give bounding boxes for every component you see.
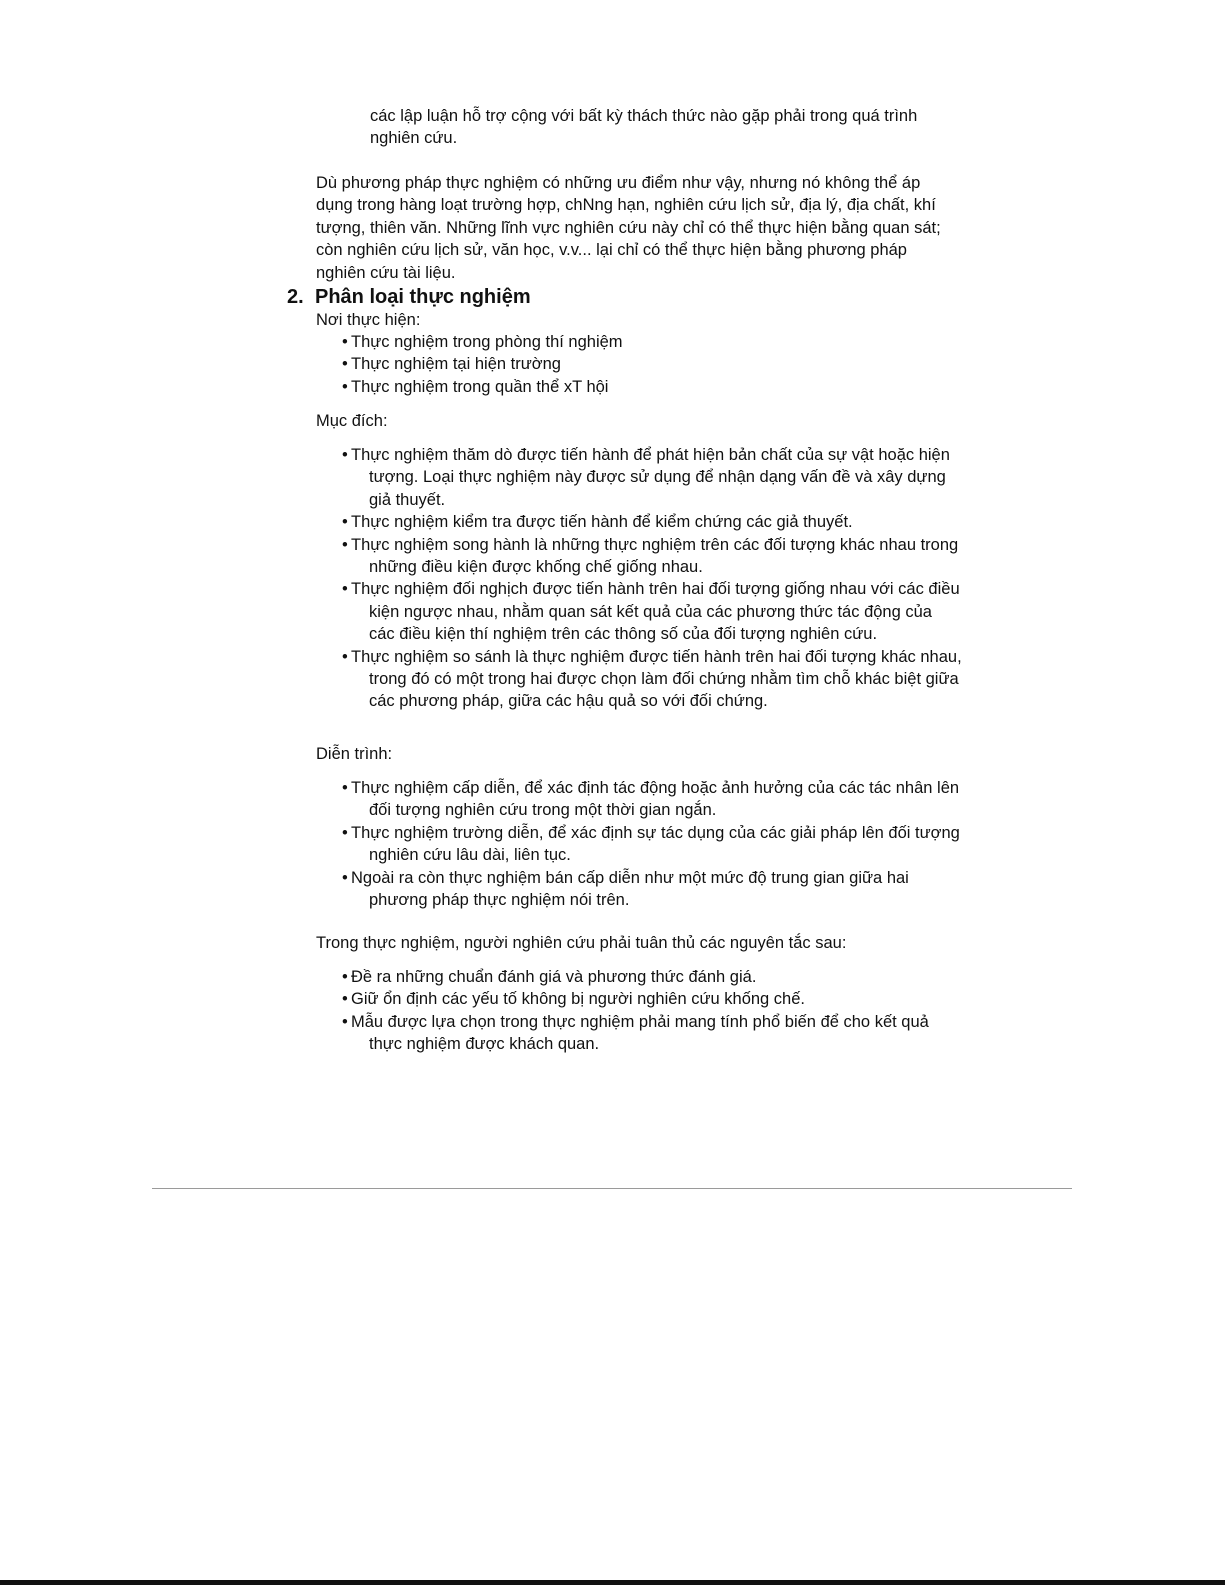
bullet-icon: • bbox=[342, 333, 348, 351]
list-item: • Mẫu được lựa chọn trong thực nghiệm phải mang tính phổ biến để cho kết quả thực nghiệm được khách quan. bbox=[342, 1012, 929, 1054]
bullet-icon: • bbox=[342, 647, 348, 666]
intro-paragraph: Dù phương pháp thực nghiệm có những ưu điểm như vậy, nhưng nó không thể áp dụng trong hàng loạt trường hợp, chNng hạn, nghiên cứu lịch sử, địa lý, địa chất, khí tượng, thiên văn. Những lĩnh vực nghiên cứu này chỉ có thể thực hiện bằng quan sát; còn nghiên cứu lịch sử, văn học, v.v... lại chỉ có thể thực hiện bằng phương pháp nghiên cứu tài liệu. bbox=[316, 174, 941, 282]
list-dien-trinh bbox=[342, 777, 962, 911]
list-item: • Thực nghiệm so sánh là thực nghiệm được tiến hành trên hai đối tượng khác nhau, trong đó có một trong hai được chọn làm đối chứng nhằm tìm chỗ khác biệt giữa các phương pháp, giữa các hậu quả so với đối chứng. bbox=[342, 647, 962, 711]
bullet-icon: • bbox=[342, 446, 348, 464]
list-item: • Thực nghiệm tại hiện trường bbox=[342, 353, 962, 375]
bullet-icon: • bbox=[342, 580, 348, 599]
label-nguyen-tac: Trong thực nghiệm, người nghiên cứu phải tuân thủ các nguyên tắc sau: bbox=[316, 934, 847, 952]
label-muc-dich: Mục đích: bbox=[316, 412, 388, 430]
list-item: • Thực nghiệm song hành là những thực nghiệm trên các đối tượng khác nhau trong những điều kiện được khống chế giống nhau. bbox=[342, 535, 959, 577]
section-number: 2. bbox=[287, 286, 304, 308]
bullet-icon: • bbox=[342, 823, 348, 842]
bullet-icon: • bbox=[342, 779, 348, 797]
bullet-icon: • bbox=[342, 990, 348, 1009]
bullet-icon: • bbox=[342, 355, 348, 374]
list-item: • Thực nghiệm kiểm tra được tiến hành để kiểm chứng các giả thuyết. bbox=[342, 511, 962, 533]
list-item: • Ngoài ra còn thực nghiệm bán cấp diễn như một mức độ trung gian giữa hai phương pháp thực nghiệm nói trên. bbox=[342, 868, 909, 910]
list-muc-dich bbox=[342, 444, 962, 713]
bullet-icon: • bbox=[342, 1012, 348, 1031]
label-noi-thuc-hien: Nơi thực hiện: bbox=[316, 311, 421, 329]
bullet-icon: • bbox=[342, 535, 348, 554]
list-item: • Thực nghiệm trường diễn, để xác định sự tác dụng của các giải pháp lên đối tượng nghiên cứu lâu dài, liên tục. bbox=[342, 823, 960, 865]
list-item: • Thực nghiệm trong phòng thí nghiệm bbox=[342, 331, 962, 353]
label-dien-trinh: Diễn trình: bbox=[316, 745, 393, 763]
list-item: • Thực nghiệm đối nghịch được tiến hành trên hai đối tượng giống nhau với các điều kiện ngược nhau, nhằm quan sát kết quả của các phương thức tác động của các điều kiện thí nghiệm trên các thông số của đối tượng nghiên cứu. bbox=[342, 580, 960, 644]
bullet-icon: • bbox=[342, 513, 348, 532]
page-divider bbox=[152, 1188, 1072, 1189]
list-item: • Thực nghiệm trong quần thể xT hội bbox=[342, 376, 962, 398]
section-heading bbox=[287, 284, 531, 310]
list-item: • Đề ra những chuẩn đánh giá và phương thức đánh giá. bbox=[342, 966, 962, 988]
section-title: Phân loại thực nghiệm bbox=[315, 286, 531, 308]
list-noi-thuc-hien bbox=[342, 331, 962, 398]
page-bottom-border bbox=[0, 1580, 1225, 1585]
list-item: • Thực nghiệm thăm dò được tiến hành để phát hiện bản chất của sự vật hoặc hiện tượng. Loại thực nghiệm này được sử dụng để nhận dạng vấn đề và xây dựng giả thuyết. bbox=[342, 446, 950, 509]
list-item: • Giữ ổn định các yếu tố không bị người nghiên cứu khống chế. bbox=[342, 988, 962, 1010]
list-item: • Thực nghiệm cấp diễn, để xác định tác động hoặc ảnh hưởng của các tác nhân lên đối tượng nghiên cứu trong một thời gian ngắn. bbox=[342, 779, 960, 820]
continuation-paragraph: các lập luận hỗ trợ cộng với bất kỳ thách thức nào gặp phải trong quá trình nghiên cứu. bbox=[370, 107, 918, 148]
bullet-icon: • bbox=[342, 868, 348, 887]
list-nguyen-tac bbox=[342, 966, 962, 1056]
bullet-icon: • bbox=[342, 377, 348, 396]
bullet-icon: • bbox=[342, 968, 348, 986]
